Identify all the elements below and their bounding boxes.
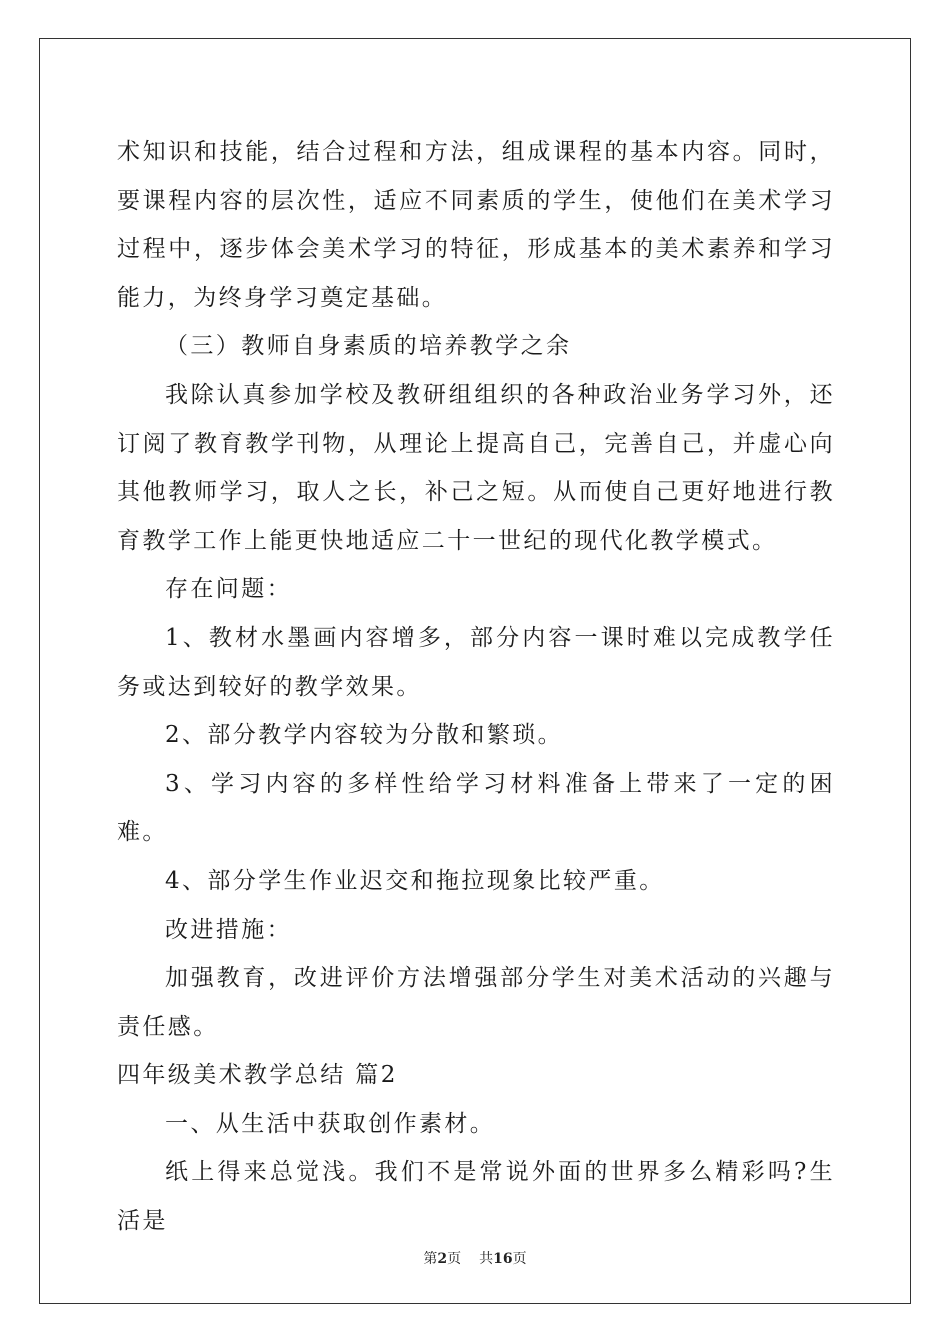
page-footer	[0, 1248, 950, 1268]
heading-improvements: 改进措施：	[165, 916, 292, 943]
page-prefix: 第	[423, 1251, 438, 1267]
total-unit: 页	[512, 1251, 527, 1267]
problem-item-3: 3、学习内容的多样性给学习材料准备上带来了一定的困难。	[117, 770, 835, 846]
section-heading-life-material: 一、从生活中获取创作素材。	[165, 1110, 496, 1137]
paragraph-study: 我除认真参加学校及教研组组织的各种政治业务学习外，还订阅了教育教学刊物，从理论上提高自己，完善自己，并虚心向其他教师学习，取人之长，补己之短。从而使自己更好地进行教育教学工作上能更快地适应二十一世纪的现代化教学模式。	[117, 381, 835, 554]
problem-item-2: 2、部分教学内容较为分散和繁琐。	[165, 722, 564, 749]
page-total: 16	[493, 1251, 513, 1267]
page-unit: 页	[447, 1251, 462, 1267]
heading-problems: 存在问题：	[165, 576, 292, 603]
document-body	[117, 128, 835, 1246]
total-prefix: 共	[479, 1251, 494, 1267]
section-heading-teacher-quality: （三）教师自身素质的培养教学之余	[165, 333, 572, 360]
improvement-paragraph: 加强教育，改进评价方法增强部分学生对美术活动的兴趣与责任感。	[117, 965, 835, 1040]
page-current: 2	[437, 1251, 448, 1267]
problem-item-4: 4、部分学生作业迟交和拖拉现象比较严重。	[165, 867, 665, 894]
paragraph-1: 术知识和技能，结合过程和方法，组成课程的基本内容。同时，要课程内容的层次性，适应不同素质的学生，使他们在美术学习过程中，逐步体会美术学习的特征，形成基本的美术素养和学习能力，为终身学习奠定基础。	[117, 139, 835, 311]
article-title-part-2: 四年级美术教学总结 篇2	[117, 1062, 398, 1089]
paragraph-life: 纸上得来总觉浅。我们不是常说外面的世界多么精彩吗?生活是	[117, 1159, 835, 1235]
problem-item-1: 1、教材水墨画内容增多，部分内容一课时难以完成教学任务或达到较好的教学效果。	[117, 624, 835, 700]
